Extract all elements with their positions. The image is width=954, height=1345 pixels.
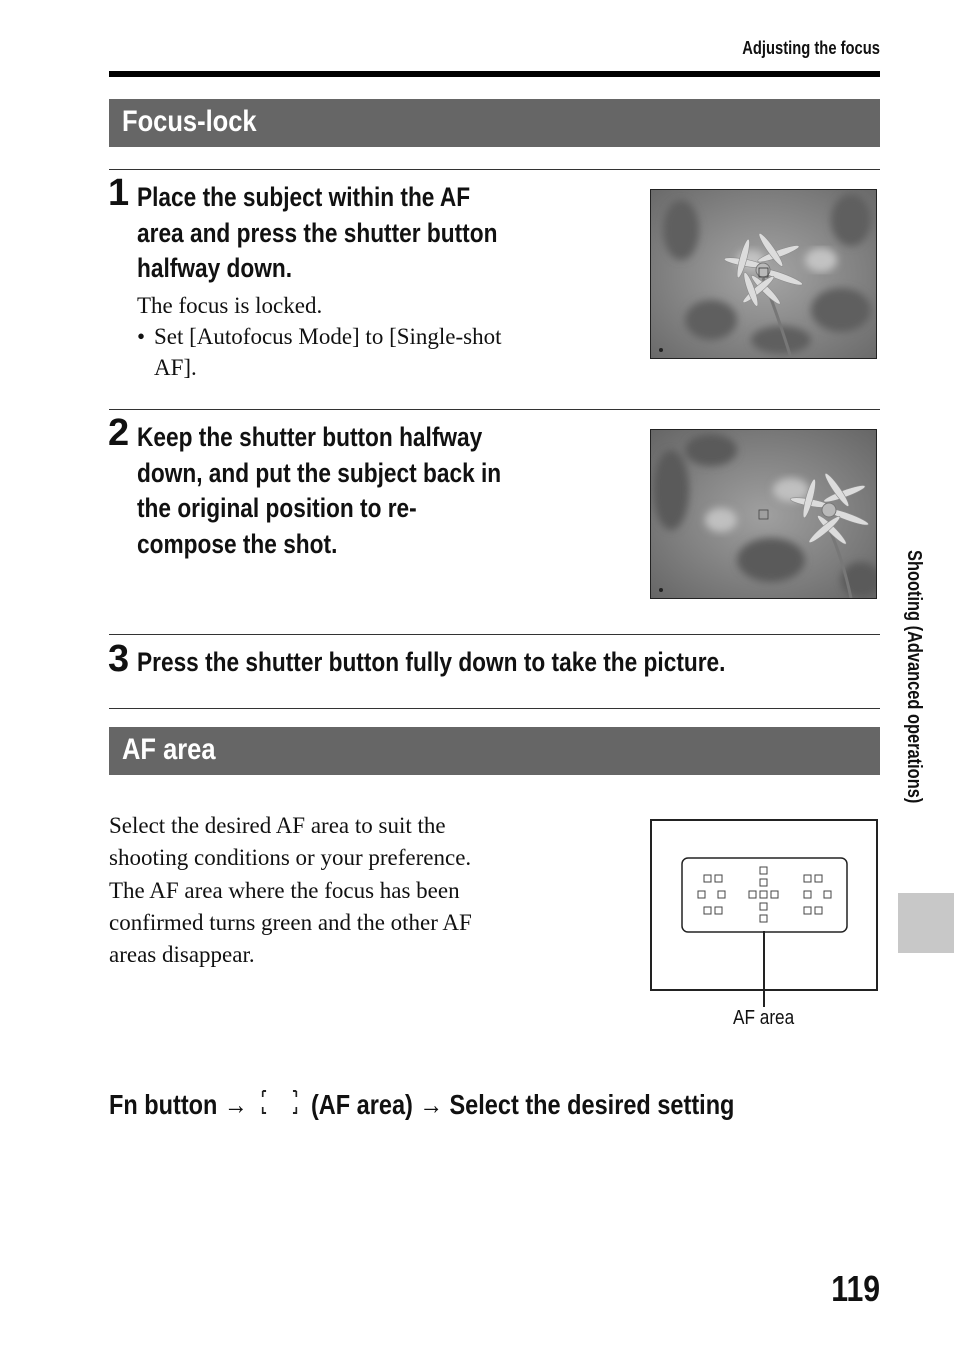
paragraph-line: Select the desired AF area to suit the: [109, 813, 446, 838]
step-number: 2: [108, 412, 130, 454]
section-header-af-area: [109, 727, 880, 775]
paragraph-line: areas disappear.: [109, 942, 255, 968]
section-title: Focus-lock: [122, 105, 257, 138]
step-title-line: Place the subject within the AF: [137, 182, 471, 212]
step-title-line: area and press the shutter button: [137, 217, 498, 248]
section-title: AF area: [122, 733, 216, 766]
af-area-label: (AF area): [310, 1089, 413, 1120]
paragraph-line: shooting conditions or your preference.: [109, 845, 472, 871]
side-section-label: [893, 550, 933, 870]
arrow-icon: →: [419, 1089, 443, 1120]
step-title-line: Keep the shutter button halfway: [137, 422, 483, 452]
step-1-bullet: [154, 322, 502, 383]
side-label-text: Shooting (Advanced operations): [903, 550, 925, 804]
fn-instruction: [109, 1087, 734, 1126]
af-area-icon: [259, 1087, 299, 1126]
step-title-line: down, and put the subject back in: [137, 457, 502, 488]
select-setting-label: Select the desired setting: [449, 1089, 735, 1120]
step-number: 3: [108, 638, 130, 680]
step-3-title: Press the shutter button fully down to take the picture.: [137, 647, 726, 677]
diagram-caption: AF area: [733, 1007, 795, 1029]
flower-photo-recompose: [650, 429, 877, 599]
side-tab-marker: [898, 893, 954, 953]
af-area-paragraph: [109, 810, 472, 971]
divider: [109, 708, 880, 709]
section-header-focus-lock: [109, 99, 880, 147]
divider: [109, 409, 880, 410]
caption-leader-line: [763, 931, 765, 1007]
step-title-line: compose the shot.: [137, 528, 338, 559]
step-number: 1: [108, 172, 130, 214]
top-rule: [109, 71, 880, 77]
bullet-line: Set [Autofocus Mode] to [Single-shot: [154, 324, 502, 349]
step-1-body: The focus is locked.: [137, 293, 323, 318]
step-2-title: [137, 420, 501, 562]
paragraph-line: The AF area where the focus has been: [109, 877, 460, 903]
divider: [109, 169, 880, 170]
arrow-icon: →: [223, 1089, 248, 1120]
bullet-marker: •: [137, 324, 146, 349]
step-title-line: halfway down.: [137, 253, 293, 283]
running-head: Adjusting the focus: [742, 38, 880, 58]
paragraph-line: confirmed turns green and the other AF: [109, 909, 472, 935]
divider: [109, 634, 880, 635]
step-1-title: [137, 180, 497, 287]
page-number: 119: [831, 1268, 880, 1309]
bullet-line: AF].: [154, 354, 197, 380]
step-title-line: the original position to re-: [137, 493, 417, 523]
fn-button-label: Fn button: [109, 1089, 218, 1120]
flower-photo-focus-lock: [650, 189, 877, 359]
